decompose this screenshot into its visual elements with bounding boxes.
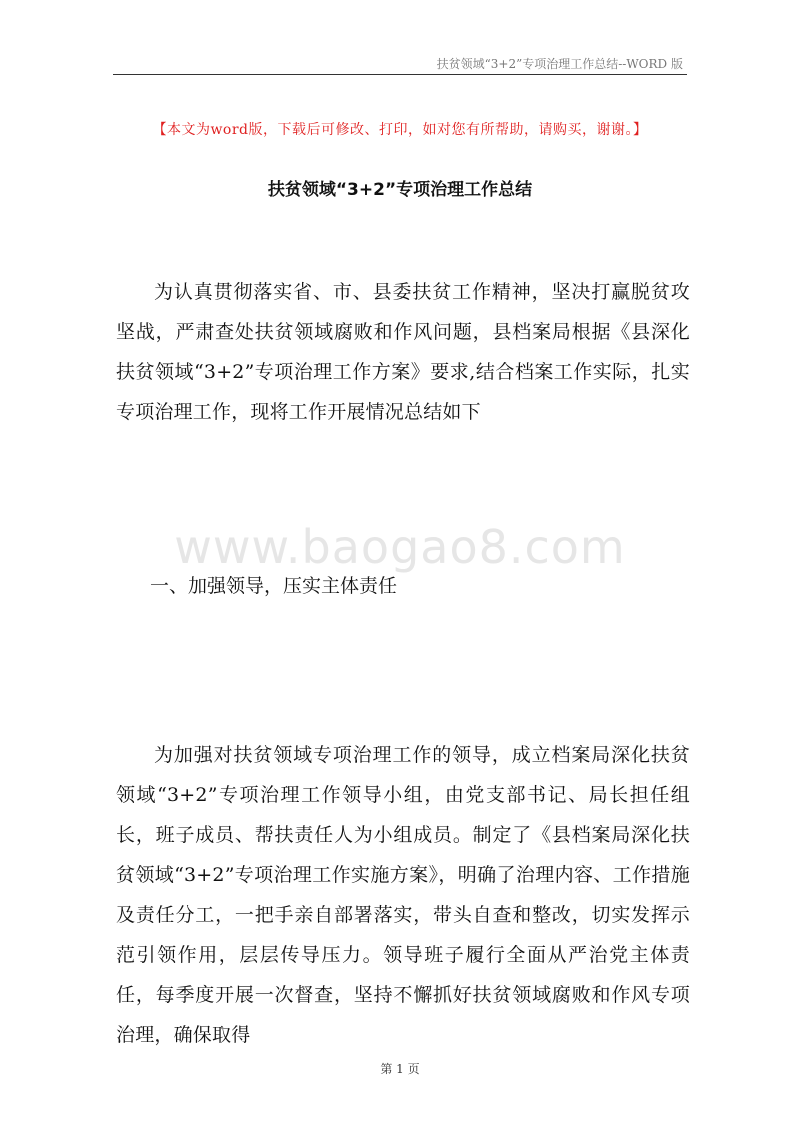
- section-heading-1: 一、加强领导，压实主体责任: [150, 575, 398, 597]
- header-divider: [113, 74, 687, 75]
- document-title: 扶贫领域“3+2”专项治理工作总结: [267, 180, 533, 200]
- purchase-notice: 【本文为word版，下载后可修改、打印，如对您有所帮助，请购买，谢谢。】: [152, 122, 648, 138]
- running-header: 扶贫领域“3+2”专项治理工作总结--WORD 版: [436, 57, 683, 71]
- body-paragraph: 为加强对扶贫领域专项治理工作的领导，成立档案局深化扶贫领域“3+2”专项治理工作领导小组，由党支部书记、局长担任组长，班子成员、帮扶责任人为小组成员。制定了《县档案局深化扶贫领域“3+2”专项治理工作实施方案》，明确了治理内容、工作措施及责任分工，一把手亲自部署落实，带头自查和整改，切实发挥示范引领作用，层层传导压力。领导班子履行全面从严治党主体责任，每季度开展一次督查，坚持不懈抓好扶贫领域腐败和作风专项治理，确保取得: [116, 744, 690, 1046]
- intro-paragraph: 为认真贯彻落实省、市、县委扶贫工作精神，坚决打赢脱贫攻坚战，严肃查处扶贫领域腐败和作风问题，县档案局根据《县深化扶贫领域“3+2”专项治理工作方案》要求,结合档案工作实际，扎实专项治理工作，现将工作开展情况总结如下: [116, 281, 690, 423]
- site-watermark: www.baogao8.com: [174, 520, 626, 574]
- page-number: 第 1 页: [380, 1062, 420, 1076]
